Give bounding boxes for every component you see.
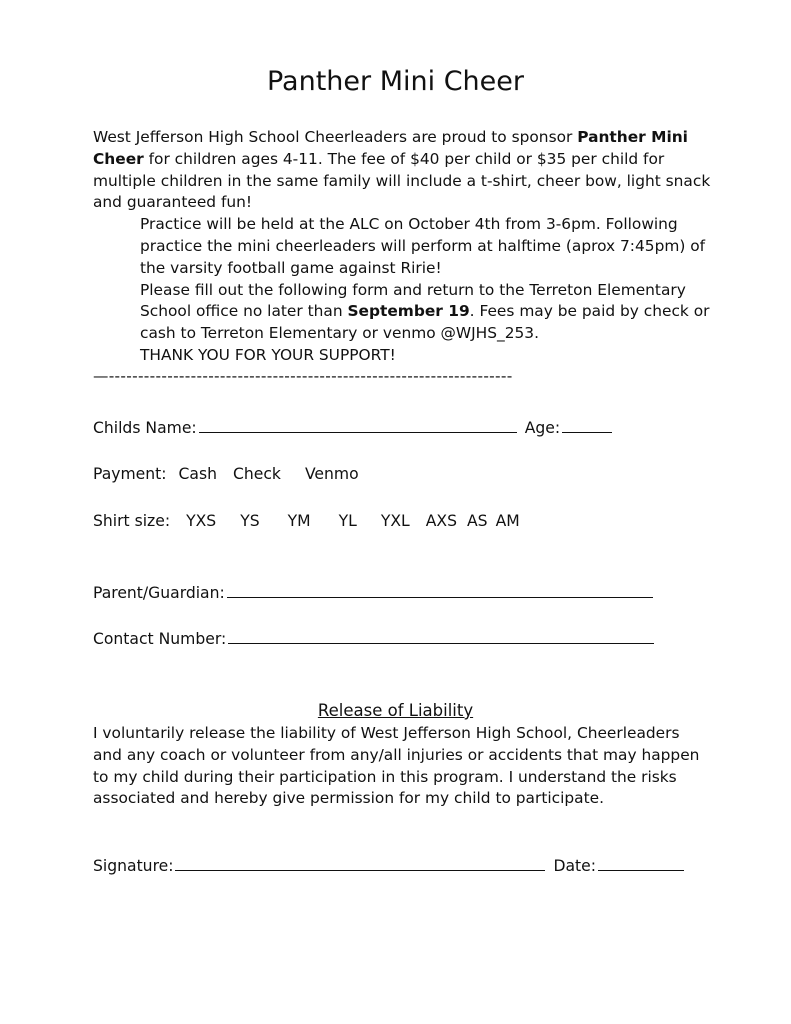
payment-row	[93, 463, 359, 485]
payment-option-cash[interactable]: Cash	[178, 465, 217, 483]
intro-p1-start: West Jefferson High School Cheerleaders are proud to sponsor	[93, 128, 578, 146]
shirt-option-yxl[interactable]: YXL	[380, 512, 410, 530]
shirt-option-axs[interactable]: AXS	[425, 512, 457, 530]
signature-row	[93, 854, 684, 877]
shirt-size-row	[93, 510, 520, 532]
release-of-liability-text: I voluntarily release the liability of West Jefferson High School, Cheerleaders and any coach or volunteer from any/all injuries or accidents that may happen to my child during their participation in this program. I understand the risks associated and hereby give permission for my child to participate.	[93, 724, 700, 808]
intro-p3-end: . Fees may be paid by check or cash to Terreton Elementary or venmo @WJHS_253.	[140, 302, 710, 343]
cut-line-divider: —---------------------------------------------------------------------	[93, 367, 513, 385]
release-title-text: Release of Liability	[317, 701, 474, 720]
date-field[interactable]	[598, 854, 684, 871]
intro-p1-end: for children ages 4-11. The fee of $40 per child or $35 per child for multiple children in the same family will include a t-shirt, cheer bow, light snack and guaranteed fun!	[93, 149, 711, 212]
page-title: Panther Mini Cheer	[266, 66, 524, 97]
date-label: Date:	[553, 857, 597, 875]
contact-number-label: Contact Number:	[93, 630, 227, 648]
intro-paragraph-1	[93, 127, 713, 214]
child-name-row	[93, 416, 612, 439]
intro-p3-start: Please fill out the following form and return to the Terreton Elementary School office no later than	[140, 280, 686, 321]
shirt-option-ym[interactable]: YM	[287, 512, 311, 530]
age-label: Age:	[524, 419, 561, 437]
shirt-option-as[interactable]: AS	[467, 512, 488, 530]
parent-guardian-field[interactable]	[227, 581, 653, 598]
age-field[interactable]	[562, 416, 612, 433]
child-name-field[interactable]	[199, 416, 517, 433]
payment-option-check[interactable]: Check	[232, 465, 281, 483]
shirt-option-ys[interactable]: YS	[240, 512, 260, 530]
release-of-liability-heading	[0, 699, 791, 723]
signature-label: Signature:	[93, 857, 174, 875]
payment-option-venmo[interactable]: Venmo	[304, 465, 359, 483]
shirt-option-am[interactable]: AM	[495, 512, 520, 530]
thank-you-line: THANK YOU FOR YOUR SUPPORT!	[140, 345, 396, 364]
parent-guardian-row	[93, 581, 653, 604]
contact-number-field[interactable]	[228, 627, 654, 644]
deadline-date: September 19	[347, 302, 470, 321]
shirt-option-yxs[interactable]: YXS	[186, 512, 217, 530]
payment-label: Payment:	[93, 465, 167, 483]
shirt-option-yl[interactable]: YL	[338, 512, 357, 530]
parent-guardian-label: Parent/Guardian:	[93, 584, 225, 602]
signature-field[interactable]	[175, 854, 545, 871]
shirt-size-label: Shirt size:	[93, 512, 171, 530]
contact-number-row	[93, 627, 654, 650]
intro-paragraph-3	[93, 280, 713, 345]
intro-text	[93, 127, 713, 367]
intro-paragraph-2: Practice will be held at the ALC on October 4th from 3-6pm. Following practice the mini cheerleaders will perform at halftime (aprox 7:45pm) of the varsity football game against Ririe!	[140, 215, 706, 277]
child-name-label: Childs Name:	[93, 419, 197, 437]
program-name: Panther Mini Cheer	[93, 128, 688, 168]
